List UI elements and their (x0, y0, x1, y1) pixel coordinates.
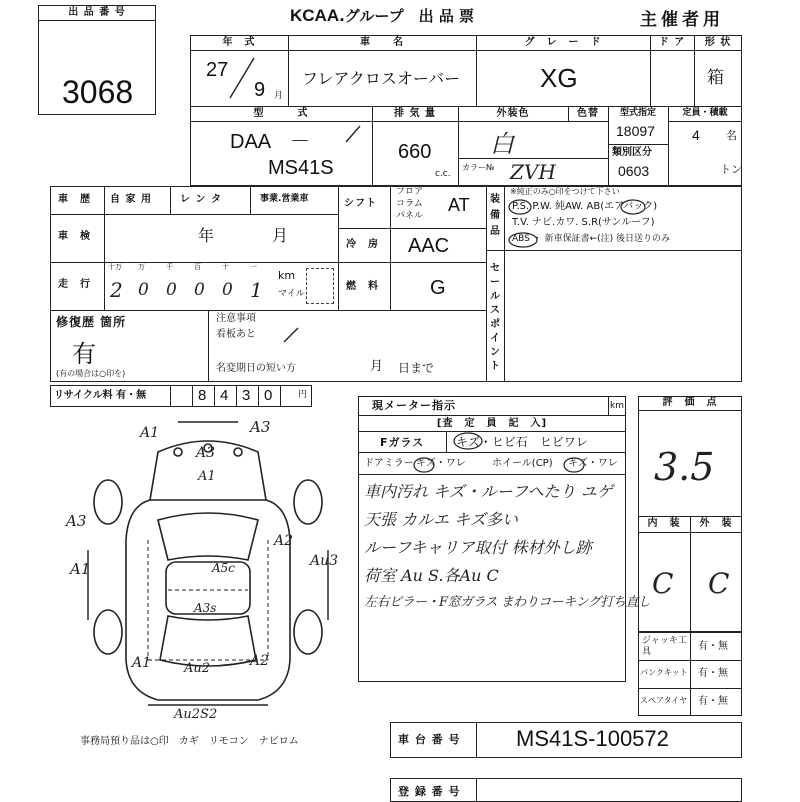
damage-mark: Au2S2 (174, 707, 218, 722)
brand-logo: KCAA (290, 6, 340, 25)
mirror-options: キズ・ワレ (416, 458, 466, 469)
score-label: 評 価 点 (662, 397, 718, 408)
exterior-label: 外 装 (699, 518, 733, 529)
shift-value: AT (448, 195, 470, 215)
month-suffix: 月 (274, 91, 284, 101)
damage-mark: A3 (250, 418, 271, 436)
mileage-digit: 0 (194, 280, 205, 300)
color-number-value: ZVH (510, 160, 556, 184)
puncture-label: パンクキット (640, 668, 688, 677)
color-value: 白 (490, 130, 514, 158)
year-value: 27 (206, 59, 229, 81)
rename-day: 日まで (398, 361, 435, 375)
office-note: 事務局預り品は○印 カギ リモコン ナビロム (80, 736, 299, 747)
displacement-label: 排 気 量 (394, 108, 436, 119)
chassis-number: MS41S-100572 (516, 726, 669, 751)
rename-month: 月 (370, 359, 384, 374)
damage-mark: A1 (70, 560, 91, 578)
equipment-line2: T.V. ナビ.カワ. S.R(サンルーフ) (512, 217, 655, 228)
caution-label: 注意事項 (216, 313, 256, 324)
damage-mark: Au3 (310, 553, 339, 569)
repair-history-label: 修復歴 箇所 (56, 315, 127, 329)
glass-options: キズ・ヒビ石 ヒビワレ (456, 435, 588, 449)
km-unit: km (278, 269, 296, 282)
host-label: 主催者用 (640, 10, 724, 30)
history-option-business: 事業.営業車 (260, 194, 309, 204)
damage-mark: A5c (212, 561, 236, 575)
equipment-label: 装備品 (490, 194, 501, 237)
wheel-label: ホイール(CP) (492, 458, 553, 469)
capacity-unit: 名 (726, 129, 737, 142)
color-change-label: 色替 (577, 108, 599, 119)
jack-label: ジャッキ工具 (642, 636, 687, 657)
meter-label: 現メーター指示 (372, 399, 456, 412)
ac-label: 冷 房 (346, 239, 379, 250)
mileage-digit: 0 (138, 280, 149, 300)
damage-mark: A2 (274, 533, 294, 549)
color-label: 外装色 (496, 108, 530, 119)
wheel-options: キズ・ワレ (568, 458, 618, 469)
recycle-digit: 8 (198, 387, 207, 404)
diagram-marks (60, 410, 370, 730)
score-value: 3.5 (654, 445, 715, 489)
shape-value: 箱 (707, 68, 724, 88)
caution-line: 看板あと (216, 329, 256, 340)
registration-label: 登 録 番 号 (398, 785, 461, 798)
interior-label: 内 装 (647, 518, 681, 529)
mileage-digit: 0 (166, 280, 177, 300)
damage-mark: A1 (140, 425, 160, 441)
mile-unit: マイル (278, 289, 305, 299)
displacement-unit: c.c. (435, 169, 451, 179)
history-option-rental: レ ン タ (180, 194, 222, 205)
load-unit: トン (720, 163, 742, 176)
model-label: 型 式 (253, 108, 309, 119)
class-label: 類別区分 (612, 147, 652, 158)
type-designation-label: 型式指定 (619, 108, 656, 118)
inspector-note: 天張 カルエ キズ多い (364, 510, 518, 529)
inspection-circles (358, 431, 626, 471)
shift-label: シフト (344, 198, 377, 209)
repair-history-value: 有 (72, 340, 96, 368)
damage-mark: A3 (196, 445, 216, 461)
interior-value: C (652, 567, 674, 600)
spare-value: 有・無 (698, 696, 728, 707)
model-prefix: DAA － (230, 131, 311, 153)
fuel-label: 燃 料 (346, 281, 379, 292)
inspection-label: 車 検 (58, 231, 91, 242)
sales-point-label: セールスポイント (490, 263, 501, 372)
class-value: 0603 (618, 163, 650, 179)
color-number-label: カラー№ (462, 163, 495, 172)
appraiser-header: [査 定 員 記 入] (436, 418, 548, 429)
displacement-value: 660 (398, 141, 432, 163)
chassis-label: 車 台 番 号 (398, 733, 461, 746)
door-label: ド ア (658, 37, 686, 48)
capacity-value: 4 (692, 127, 700, 143)
model-value: MS41S (268, 157, 334, 179)
damage-mark: A3s (194, 601, 217, 615)
mileage-digit: 0 (222, 280, 233, 300)
ac-value: AAC (408, 235, 450, 257)
damage-mark: Au2 (184, 661, 211, 676)
recycle-unit: 円 (298, 390, 308, 400)
meter-unit: km (610, 401, 624, 411)
month-value: 9 (254, 79, 266, 101)
inspector-note: 車内汚れ キズ・ルーフへたり ユゲ (364, 482, 613, 501)
recycle-digit: 3 (242, 387, 251, 404)
puncture-value: 有・無 (698, 668, 728, 679)
car-name-label: 車 名 (360, 37, 404, 48)
mileage-digit: 1 (250, 278, 263, 302)
lot-number-label: 出 品 番 号 (68, 7, 126, 18)
grade-label: グ レ ー ド (524, 37, 602, 48)
lot-number: 3068 (62, 74, 134, 110)
inspector-note: 荷室 Au S.各Au C (364, 566, 499, 585)
history-option-private: 自 家 用 (110, 194, 152, 205)
shape-label: 形 状 (704, 37, 732, 48)
damage-mark: A1 (132, 655, 152, 671)
capacity-label: 定員・積載 (682, 108, 728, 118)
inspection-month: 月 (272, 226, 289, 245)
spare-label: スペアタイヤ (640, 696, 688, 705)
recycle-digit: 0 (264, 387, 273, 404)
damage-mark: A3 (66, 512, 87, 530)
exterior-value: C (708, 567, 730, 600)
shift-option-floor: フロア (396, 187, 424, 197)
year-label: 年 式 (222, 37, 256, 48)
mileage-digits: 十万 万 千 百 十 一 2 0 0 0 0 1 (108, 263, 263, 302)
equipment-line3: ABS ・ 新車保証書←(注) 後日送りのみ (512, 234, 671, 244)
glass-label: Fガラス (380, 436, 425, 449)
equipment-note: ※純正のみ○印をつけて下さい (510, 187, 620, 196)
repair-history-note: (有の場合は○印を) (56, 369, 126, 378)
jack-value: 有・無 (698, 641, 728, 652)
recycle-fee-label: リサイクル料 有・無 (54, 390, 147, 401)
grade-value: XG (540, 63, 578, 93)
rename-label: 名変期日の短い方 (216, 363, 296, 374)
inspection-year: 年 (198, 226, 215, 245)
equipment-circles (508, 196, 748, 256)
fuel-value: G (430, 277, 446, 299)
group-title: KCAA.グループ 出 品 票 (290, 6, 475, 25)
recycle-digit: 4 (220, 387, 229, 404)
type-designation-value: 18097 (616, 123, 655, 139)
mileage-label: 走 行 (58, 279, 91, 290)
mileage-digit: 2 (110, 278, 123, 302)
shift-option-panel: パネル (396, 211, 424, 221)
history-label: 車 歴 (58, 194, 91, 205)
damage-mark: A2 (250, 653, 270, 669)
shift-option-column: コラム (396, 199, 423, 209)
inspector-note: 左右ピラー・F窓ガラス まわりコーキング打ち直し (364, 595, 651, 610)
mirror-label: ドアミラー (364, 458, 414, 469)
damage-mark: A1 (198, 469, 216, 484)
equipment-line1: P.S. P.W. 純AW. AB(エアバック) (512, 201, 658, 212)
car-name-value: フレアクロスオーバー (302, 69, 461, 88)
inspector-note: ルーフキャリア取付 株材外し跡 (364, 538, 592, 557)
